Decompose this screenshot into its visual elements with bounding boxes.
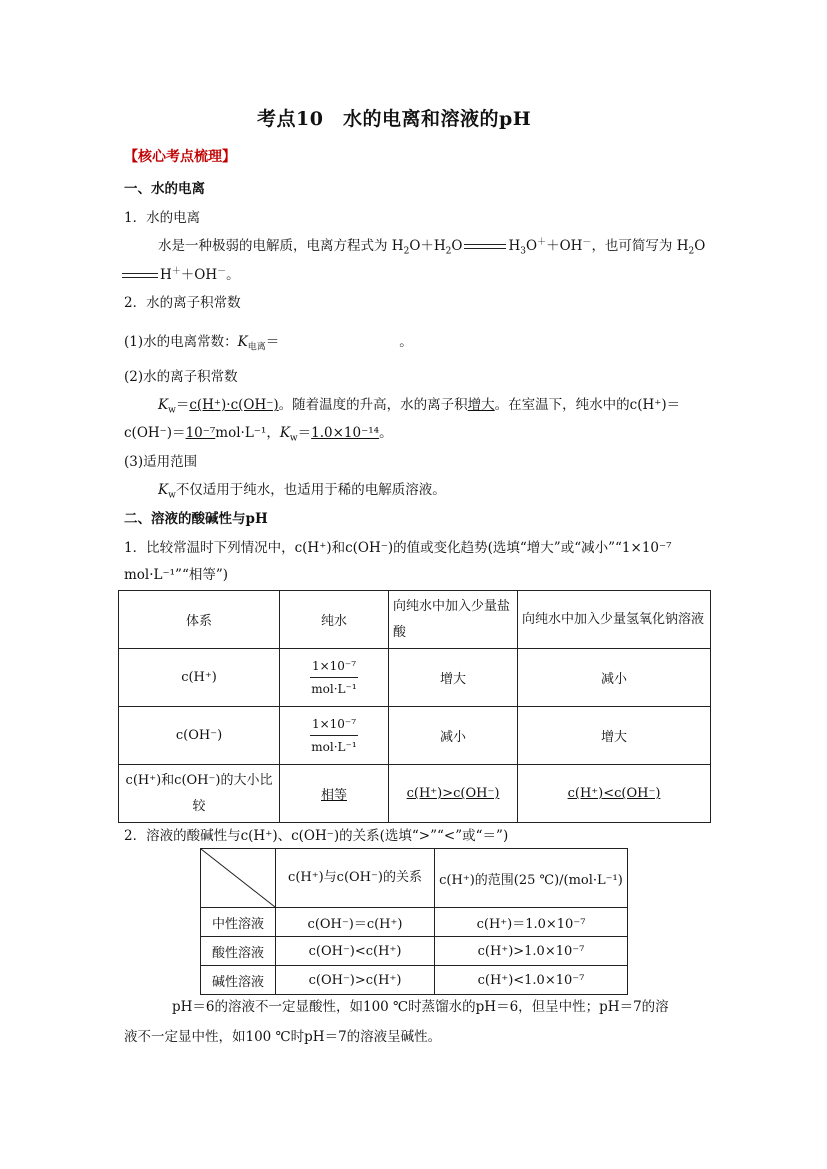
table-row xyxy=(201,908,628,937)
question-1-line-2: mol·L⁻¹”“相等”) xyxy=(124,567,229,583)
equilibrium-arrow-icon xyxy=(462,240,508,254)
table-cell: $\frac{\text{1×10⁻⁷}}{\text{mol·L⁻¹}}$ xyxy=(280,649,389,707)
subheading-2: 2．水的离子积常数 xyxy=(124,295,241,311)
table-row xyxy=(201,966,628,995)
table-cell: $\frac{\text{1×10⁻⁷}}{\text{mol·L⁻¹}}$ xyxy=(280,707,389,765)
table-cell: c(H⁺) xyxy=(119,649,280,707)
table-cell: 增大 xyxy=(518,707,711,765)
equilibrium-arrow-icon xyxy=(122,269,160,283)
table-cell: c(OH⁻)＝c(H⁺) xyxy=(276,908,435,937)
table-cell: 酸性溶液 xyxy=(201,937,276,966)
table-cell: c(H⁺)<1.0×10⁻⁷ xyxy=(435,966,628,995)
table-cell: c(H⁺)和c(OH⁻)的大小比较 xyxy=(119,765,280,823)
table-cell: c(OH⁻) xyxy=(119,707,280,765)
section-tag: 【核心考点梳理】 xyxy=(124,149,236,165)
table-row xyxy=(201,937,628,966)
table-cell: 减小 xyxy=(518,649,711,707)
heading-water-ionization: 一、水的电离 xyxy=(124,181,205,197)
table-header: c(H⁺)与c(OH⁻)的关系 xyxy=(276,849,435,908)
relation-table xyxy=(200,848,628,995)
table-header: 向纯水中加入少量氢氧化钠溶液 xyxy=(518,591,711,649)
table-header: 体系 xyxy=(119,591,280,649)
table-row xyxy=(119,649,711,707)
table-header: c(H⁺)的范围(25 ℃)/(mol·L⁻¹) xyxy=(435,849,628,908)
table-cell: 减小 xyxy=(389,707,518,765)
ion-product-line-1: $K_w=c(H^+)\cdot c(OH^-)$。随着温度的升高，水的离子积增大。在室温下，纯水中的c(H⁺)＝ xyxy=(158,397,681,416)
ion-product-line-2: c(OH⁻)＝10⁻⁷mol·L⁻¹，$K_w=1.0\times 10^{-14}$。 xyxy=(124,425,393,444)
table-cell: c(H⁺)>c(OH⁻) xyxy=(389,765,518,823)
heading-acid-base: 二、溶液的酸碱性与pH xyxy=(124,511,268,527)
ionization-equation-line: 水是一种极弱的电解质，电离方程式为 $H_2O+H_2O$ $H_3O^++OH^-$，也可简写为 $H_2O$ xyxy=(158,237,706,257)
table-header: 纯水 xyxy=(280,591,389,649)
subheading-1: 1．水的电离 xyxy=(124,210,201,226)
scope-heading: (3)适用范围 xyxy=(124,454,198,470)
question-2-line: 2．溶液的酸碱性与c(H⁺)、c(OH⁻)的关系(选填“>”“<”或“＝”) xyxy=(124,828,509,844)
table-row xyxy=(119,707,711,765)
ionization-short-line: H＋＋OH－。 xyxy=(122,263,240,283)
table-cell: c(H⁺)>1.0×10⁻⁷ xyxy=(435,937,628,966)
comparison-table xyxy=(118,590,711,823)
page-title: 考点10 水的电离和溶液的pH xyxy=(257,108,532,130)
diagonal-corner-cell xyxy=(201,849,276,908)
diagonal-line xyxy=(201,849,275,907)
table-cell: 增大 xyxy=(389,649,518,707)
table-cell: c(OH⁻)>c(H⁺) xyxy=(276,966,435,995)
note-line-1: pH＝6的溶液不一定显酸性，如100 ℃时蒸馏水的pH＝6，但呈中性；pH＝7的溶 xyxy=(172,999,669,1015)
table-cell: 碱性溶液 xyxy=(201,966,276,995)
note-line-2: 液不一定显中性，如100 ℃时pH＝7的溶液呈碱性。 xyxy=(124,1029,442,1045)
table-row xyxy=(119,765,711,823)
scope-text: $K_w$不仅适用于纯水，也适用于稀的电解质溶液。 xyxy=(158,482,446,501)
table-cell: c(H⁺)＝1.0×10⁻⁷ xyxy=(435,908,628,937)
table-cell: c(OH⁻)<c(H⁺) xyxy=(276,937,435,966)
table-header: 向纯水中加入少量盐酸 xyxy=(389,591,518,649)
ionization-constant-line: (1)水的电离常数：$K_{电离}=$ 。 xyxy=(124,334,413,353)
table-cell: 相等 xyxy=(280,765,389,823)
table-cell: c(H⁺)<c(OH⁻) xyxy=(518,765,711,823)
table-cell: 中性溶液 xyxy=(201,908,276,937)
ion-product-heading: (2)水的离子积常数 xyxy=(124,369,238,385)
question-1-line-1: 1．比较常温时下列情况中，c(H⁺)和c(OH⁻)的值或变化趋势(选填“增大”或“减小”“1×10⁻⁷ xyxy=(124,540,672,556)
